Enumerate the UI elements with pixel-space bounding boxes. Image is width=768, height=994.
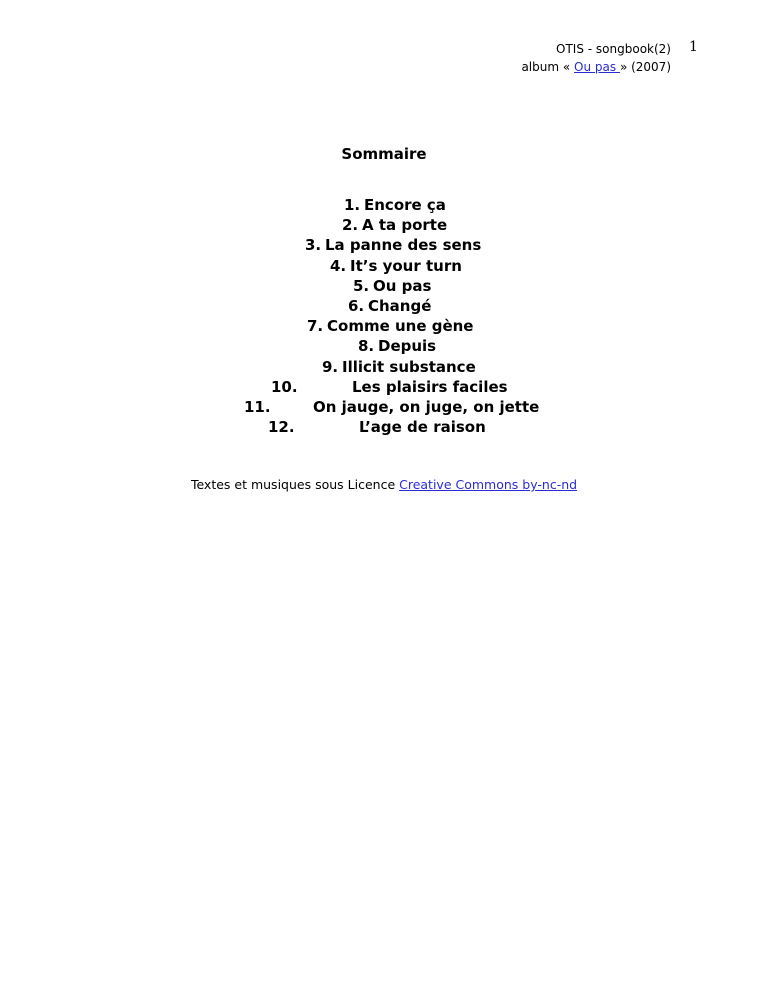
toc-item-title[interactable]: Changé xyxy=(368,296,432,315)
toc-item xyxy=(0,235,768,255)
license-prefix: Textes et musiques sous Licence xyxy=(190,477,400,492)
toc-item-title[interactable]: It’s your turn xyxy=(350,256,462,275)
toc-item-title[interactable]: Depuis xyxy=(378,337,437,356)
header-line-album xyxy=(521,58,671,76)
album-prefix: album « xyxy=(521,60,575,74)
toc-item-number: 9. xyxy=(322,357,339,376)
license-link[interactable]: Creative Commons by-nc-nd xyxy=(399,477,578,492)
toc-item xyxy=(0,336,768,356)
toc-item-title[interactable]: La panne des sens xyxy=(325,236,482,255)
toc-item xyxy=(0,316,768,336)
license-note xyxy=(0,477,768,492)
toc-item-number: 6. xyxy=(348,296,365,315)
album-suffix: » (2007) xyxy=(619,60,671,74)
toc-item-title[interactable]: Encore ça xyxy=(364,196,446,214)
toc-item-number: 8. xyxy=(358,337,375,356)
album-link[interactable]: Ou pas xyxy=(574,60,620,74)
toc-item-title[interactable]: A ta porte xyxy=(362,216,448,235)
toc-item-number: 5. xyxy=(353,276,370,295)
toc-item-title[interactable]: Ou pas xyxy=(373,276,432,295)
toc-item-title[interactable]: On jauge, on juge, on jette xyxy=(313,397,540,416)
toc-item-number: 4. xyxy=(330,256,347,275)
header-line-songbook: OTIS - songbook(2) xyxy=(556,42,671,56)
toc-item xyxy=(0,417,768,437)
table-of-contents xyxy=(0,195,768,437)
toc-item-title[interactable]: Illicit substance xyxy=(342,357,476,376)
toc-item xyxy=(0,397,768,417)
toc-item-title[interactable]: Comme une gène xyxy=(327,317,474,336)
toc-item xyxy=(0,276,768,296)
toc-item-number: 12. xyxy=(268,418,295,437)
page-title: Sommaire xyxy=(341,145,427,163)
toc-item xyxy=(0,296,768,316)
toc-item-number: 3. xyxy=(305,236,322,255)
toc-item xyxy=(0,215,768,235)
toc-item-number: 1. xyxy=(344,196,361,214)
toc-item xyxy=(0,357,768,377)
page-header xyxy=(521,40,671,76)
toc-item-number: 7. xyxy=(307,317,324,336)
toc-item-number: 2. xyxy=(342,216,359,235)
toc-item-number: 10. xyxy=(271,377,298,396)
toc-item xyxy=(0,377,768,397)
toc-item-title[interactable]: Les plaisirs faciles xyxy=(352,377,508,396)
page-number: 1 xyxy=(689,39,698,55)
toc-item xyxy=(0,256,768,276)
toc-item-number: 11. xyxy=(244,397,271,416)
toc-item xyxy=(0,195,768,215)
toc-item-title[interactable]: L’age de raison xyxy=(359,418,486,437)
